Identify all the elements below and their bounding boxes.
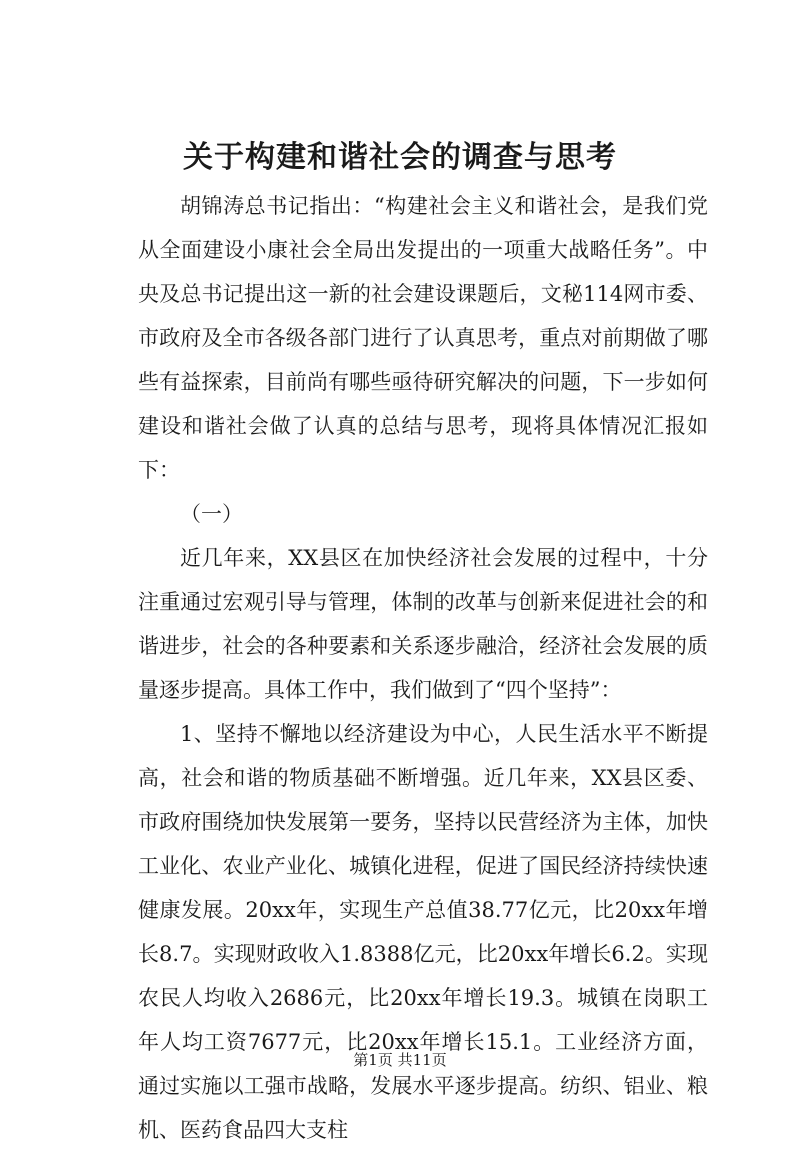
page-number-footer: 第1页 共11页	[353, 1051, 447, 1069]
paragraph-section-heading: （一）	[180, 502, 243, 526]
paragraph-overview: 近几年来，XX县区在加快经济社会发展的过程中，十分注重通过宏观引导与管理，体制的改革与创新来促进社会的和谐进步，社会的各种要素和关系逐步融洽，经济社会发展的质量逐步提高。具体工作中，我们做到了“四个坚持”：	[138, 546, 708, 702]
paragraph-point-1: 1、坚持不懈地以经济建设为中心，人民生活水平不断提高，社会和谐的物质基础不断增强。近几年来，XX县区委、市政府围绕加快发展第一要务，坚持以民营经济为主体，加快工业化、农业产业化、城镇化进程，促进了国民经济持续快速健康发展。20xx年，实现生产总值38.77亿元，比20xx年增长8.7。实现财政收入1.8388亿元，比20xx年增长6.2。实现农民人均收入2686元，比20xx年增长19.3。城镇在岗职工年人均工资7677元，比20xx年增长15.1。工业经济方面，通过实施以工强市战略，发展水平逐步提高。纺织、铝业、粮机、医药食品四大支柱	[138, 722, 708, 1142]
paragraph-intro: 胡锦涛总书记指出：“构建社会主义和谐社会，是我们党从全面建设小康社会全局出发提出的一项重大战略任务”。中央及总书记提出这一新的社会建设课题后，文秘114网市委、市政府及全市各级各部门进行了认真思考，重点对前期做了哪些有益探索，目前尚有哪些亟待研究解决的问题，下一步如何建设和谐社会做了认真的总结与思考，现将具体情况汇报如下：	[138, 194, 708, 482]
document-body	[138, 184, 708, 1152]
document-title: 关于构建和谐社会的调查与思考	[183, 140, 617, 175]
